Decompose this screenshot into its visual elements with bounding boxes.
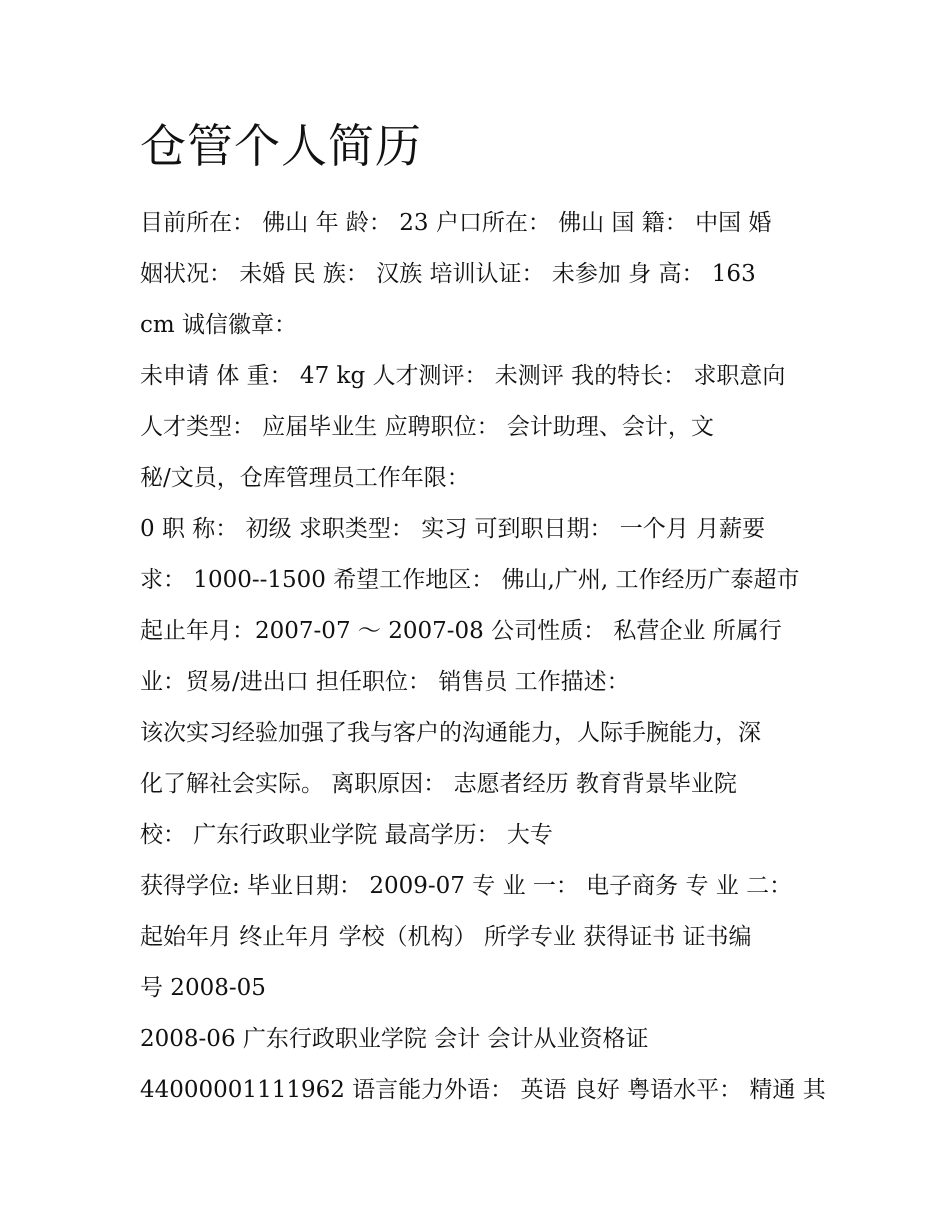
text-line: 起止年月：2007-07 ～ 2007-08 公司性质： 私营企业 所属行: [140, 618, 782, 644]
text-line: 未申请 体 重： 47 kg 人才测评： 未测评 我的特长： 求职意向: [140, 363, 786, 389]
text-line: 获得学位: 毕业日期： 2009-07 专 业 一： 电子商务 专 业 二：: [140, 873, 793, 899]
text-line: 求： 1000--1500 希望工作地区： 佛山,广州, 工作经历广泰超市: [140, 567, 800, 593]
text-line: 0 职 称： 初级 求职类型： 实习 可到职日期： 一个月 月薪要: [140, 516, 766, 542]
text-line: 44000001111962 语言能力外语： 英语 良好 粤语水平： 精通 其: [140, 1077, 826, 1103]
text-line: cm 诚信徽章：: [140, 312, 298, 338]
document-title: 仓管个人简历: [140, 119, 422, 173]
text-line: 起始年月 终止年月 学校（机构） 所学专业 获得证书 证书编: [140, 924, 752, 950]
text-line: 化了解社会实际。 离职原因： 志愿者经历 教育背景毕业院: [140, 771, 737, 797]
text-line: 目前所在： 佛山 年 龄： 23 户口所在： 佛山 国 籍： 中国 婚: [140, 210, 772, 236]
text-line: 姻状况： 未婚 民 族： 汉族 培训认证： 未参加 身 高： 163: [140, 261, 756, 287]
text-line: 2008-06 广东行政职业学院 会计 会计从业资格证: [140, 1026, 649, 1052]
text-line: 该次实习经验加强了我与客户的沟通能力，人际手腕能力，深: [140, 720, 761, 746]
resume-body: [140, 198, 826, 1116]
text-line: 号 2008-05: [140, 975, 266, 1001]
text-line: 秘/文员，仓库管理员工作年限：: [140, 465, 470, 491]
text-line: 业：贸易/进出口 担任职位： 销售员 工作描述：: [140, 669, 630, 695]
text-line: 人才类型： 应届毕业生 应聘职位： 会计助理、会计，文: [140, 414, 714, 440]
text-line: 校： 广东行政职业学院 最高学历： 大专: [140, 822, 553, 848]
